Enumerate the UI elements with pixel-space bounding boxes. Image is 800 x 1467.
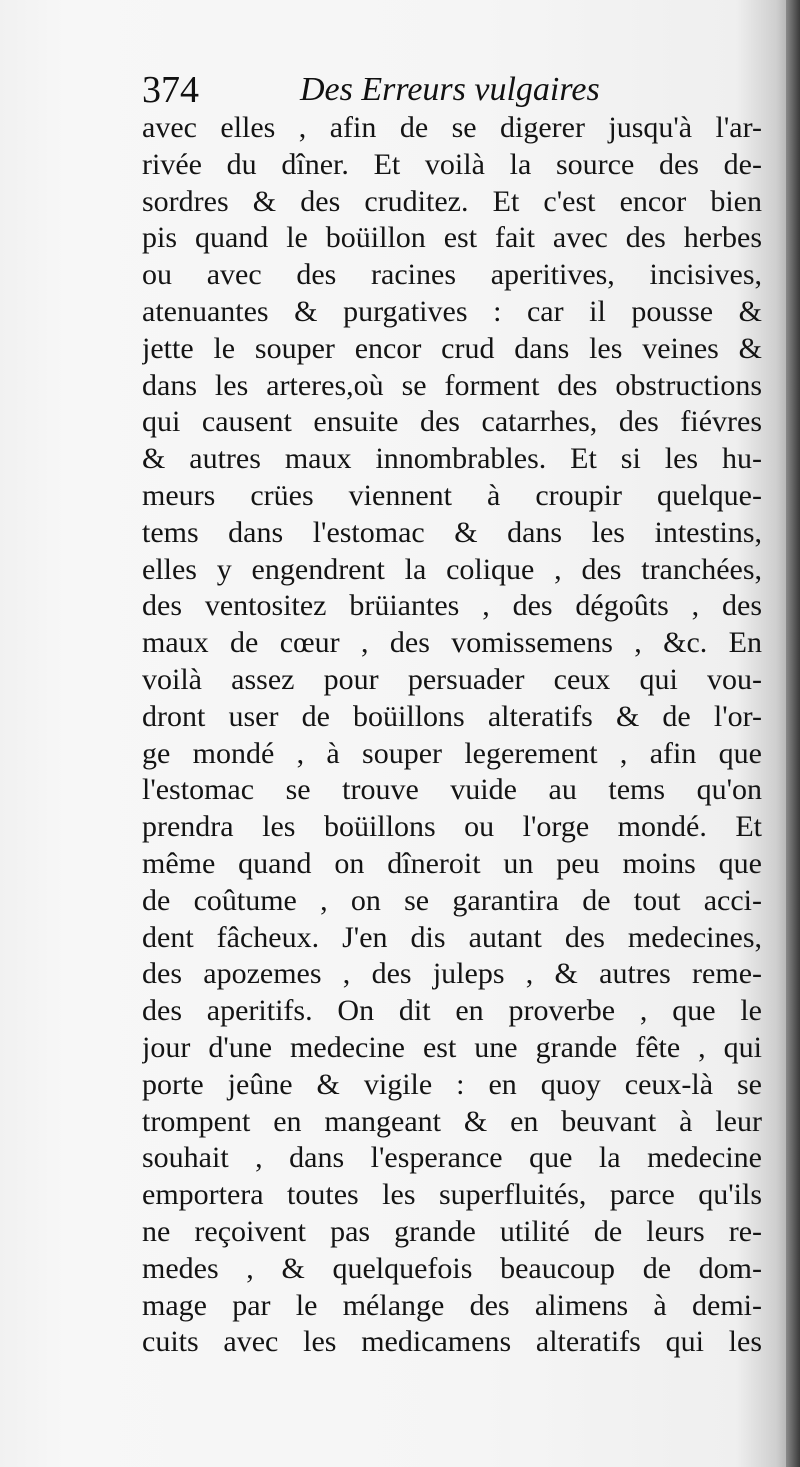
text-line: & autres maux innombrables. Et si les hu- bbox=[142, 442, 762, 476]
text-line: mage par le mélange des alimens à demi- bbox=[142, 1288, 762, 1322]
text-line: elles y engendrent la colique , des tranchées, bbox=[142, 552, 762, 586]
text-line: jour d'une medecine est une grande fête , qui bbox=[142, 1030, 762, 1064]
text-line: pis quand le boüillon est fait avec des herbes bbox=[142, 221, 762, 255]
text-line: dront user de boüillons alteratifs & de l'or- bbox=[142, 699, 762, 733]
text-line: porte jeûne & vigile : en quoy ceux-là se bbox=[142, 1067, 762, 1101]
text-line: de coûtume , on se garantira de tout acci- bbox=[142, 883, 762, 917]
page-edge-shadow bbox=[786, 0, 800, 1467]
text-line: prendra les boüillons ou l'orge mondé. Et bbox=[142, 810, 762, 844]
text-line: avec elles , afin de se digerer jusqu'à l'ar- bbox=[142, 111, 762, 144]
text-line: des aperitifs. On dit en proverbe , que le bbox=[142, 994, 762, 1028]
text-line: tems dans l'estomac & dans les intestins, bbox=[142, 515, 762, 549]
text-line: rivée du dîner. Et voilà la source des de- bbox=[142, 147, 762, 181]
text-line: trompent en mangeant & en beuvant à leur bbox=[142, 1104, 762, 1138]
text-line: qui causent ensuite des catarrhes, des fiévres bbox=[142, 405, 762, 439]
text-line: des ventositez brüiantes , des dégoûts , des bbox=[142, 589, 762, 623]
text-line: même quand on dîneroit un peu moins que bbox=[142, 846, 762, 880]
text-line: emportera toutes les superfluités, parce qu'ils bbox=[142, 1178, 762, 1212]
text-line: souhait , dans l'esperance que la medecine bbox=[142, 1141, 762, 1175]
text-line: l'estomac se trouve vuide au tems qu'on bbox=[142, 773, 762, 807]
body-text bbox=[142, 110, 762, 1361]
text-line: sordres & des cruditez. Et c'est encor bien bbox=[142, 184, 762, 218]
page-number: 374 bbox=[142, 69, 199, 111]
text-line: medes , & quelquefois beaucoup de dom- bbox=[142, 1251, 762, 1285]
text-line: ou avec des racines aperitives, incisives, bbox=[142, 258, 762, 292]
text-line: cuits avec les medicamens alteratifs qui les bbox=[142, 1325, 762, 1359]
text-line: ne reçoivent pas grande utilité de leurs re- bbox=[142, 1214, 762, 1248]
running-title: Des Erreurs vulgaires bbox=[300, 71, 600, 108]
text-line: des apozemes , des juleps , & autres reme- bbox=[142, 957, 762, 991]
text-line: ge mondé , à souper legerement , afin que bbox=[142, 736, 762, 770]
text-line: atenuantes & purgatives : car il pousse & bbox=[142, 294, 762, 328]
text-line: dans les arteres,où se forment des obstructions bbox=[142, 368, 762, 402]
text-line: dent fâcheux. J'en dis autant des medecines, bbox=[142, 920, 762, 954]
text-line: jette le souper encor crud dans les veines & bbox=[142, 331, 762, 365]
text-line: meurs crües viennent à croupir quelque- bbox=[142, 478, 762, 512]
text-line: voilà assez pour persuader ceux qui vou- bbox=[142, 662, 762, 696]
text-line: maux de cœur , des vomissemens , &c. En bbox=[142, 626, 762, 660]
